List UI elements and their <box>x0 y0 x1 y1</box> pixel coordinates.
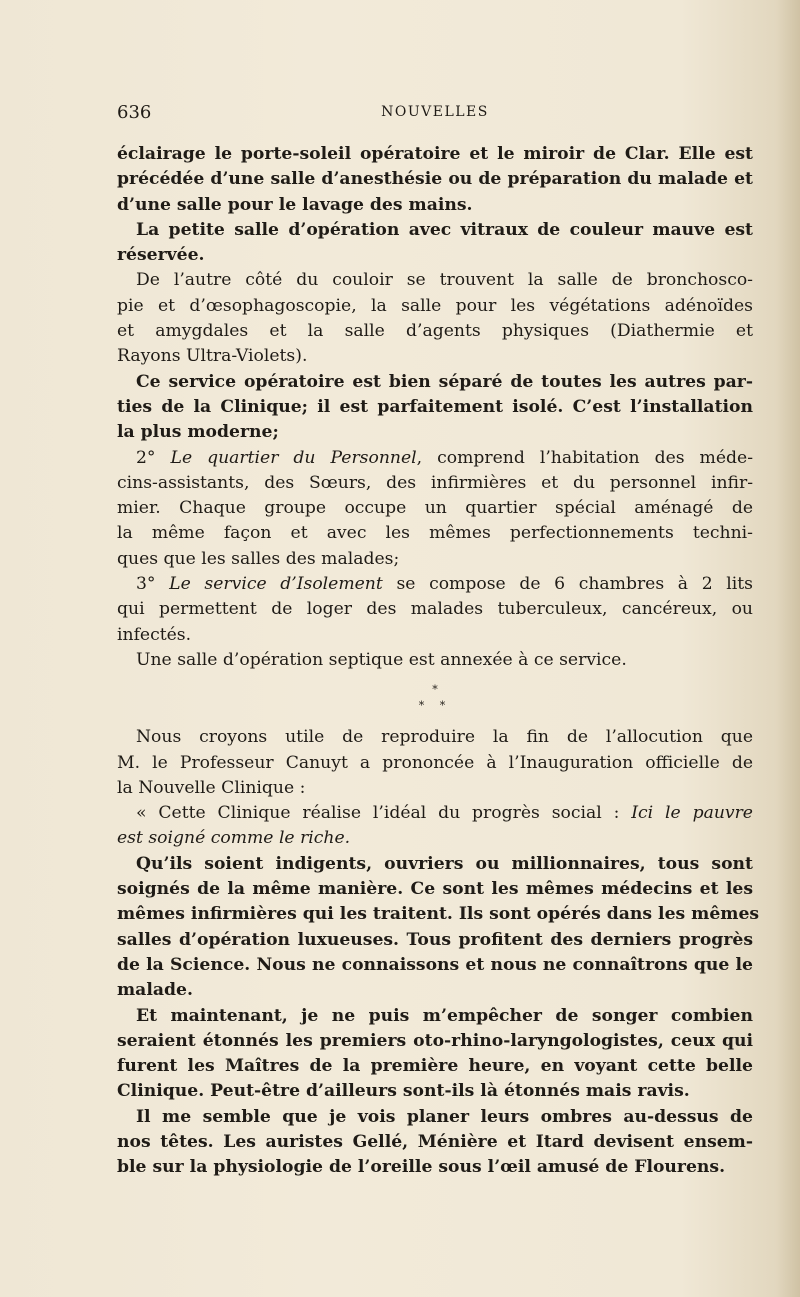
text-line: de la Science. Nous ne connaissons et nous ne connaîtrons que le <box>117 954 753 975</box>
text-line: Qu’ils soient indigents, ouvriers ou millionnaires, tous sont <box>136 853 753 874</box>
text-line: la Nouvelle Clinique : <box>117 777 306 798</box>
text-line: mier. Chaque groupe occupe un quartier spécial aménagé de <box>117 498 753 519</box>
text-line: Clinique. Peut-être d’ailleurs sont-ils là étonnés mais ravis. <box>117 1081 690 1102</box>
text-line: 3° Le service d’Isolement se compose de 6 chambres à 2 lits <box>136 574 753 595</box>
text-line: ties de la Clinique; il est parfaitement isolé. C’est l’installation <box>117 396 753 417</box>
text-line: nos têtes. Les auristes Gellé, Ménière et Itard devisent ensem- <box>117 1131 753 1152</box>
text-line: Nous croyons utile de reproduire la fin de l’allocution que <box>136 727 753 748</box>
divider-stars: * * <box>418 699 452 713</box>
text-line: éclairage le porte-soleil opératoire et le miroir de Clar. Elle est <box>117 144 753 164</box>
text-line: qui permettent de loger des malades tuberculeux, cancéreux, ou <box>117 599 753 620</box>
text-line: salles d’opération luxueuses. Tous profitent des derniers progrès <box>117 929 753 950</box>
text-line: Une salle d’opération septique est annexée à ce service. <box>136 649 627 670</box>
section-divider <box>117 673 753 725</box>
text-line: ble sur la physiologie de l’oreille sous l’œil amusé de Flourens. <box>117 1157 726 1178</box>
text-line: « Cette Clinique réalise l’idéal du progrès social : Ici le pauvre <box>136 803 753 824</box>
text-line: précédée d’une salle d’anesthésie ou de préparation du malade et <box>117 169 753 190</box>
body-text <box>117 142 760 1181</box>
text-line: la même façon et avec les mêmes perfectionnements techni- <box>117 523 753 544</box>
page-number: 636 <box>117 102 152 123</box>
text-line: M. le Professeur Canuyt a prononcée à l’Inauguration officielle de <box>117 752 753 773</box>
text-line: soignés de la même manière. Ce sont les mêmes médecins et les <box>117 879 753 900</box>
text-line: pie et d’œsophagoscopie, la salle pour les végétations adénoïdes <box>117 295 753 316</box>
text-line: malade. <box>117 980 193 1001</box>
divider-star: * <box>432 683 438 697</box>
text-line: Et maintenant, je ne puis m’empêcher de songer combien <box>136 1005 753 1026</box>
page-header <box>117 102 753 130</box>
text-line: réservée. <box>117 245 205 266</box>
text-line: furent les Maîtres de la première heure, en voyant cette belle <box>117 1056 753 1077</box>
italic-phrase: Le quartier du Personnel <box>170 447 417 468</box>
text-line: De l’autre côté du couloir se trouvent la salle de bronchosco- <box>136 270 753 291</box>
text-line: d’une salle pour le lavage des mains. <box>117 194 473 215</box>
text-line: 2° Le quartier du Personnel, comprend l’habitation des méde- <box>136 447 754 468</box>
text-line: La petite salle d’opération avec vitraux de couleur mauve est <box>136 219 753 240</box>
text-line: ques que les salles des malades; <box>117 548 400 569</box>
italic-phrase: Ici le pauvre <box>631 803 753 824</box>
running-title: NOUVELLES <box>381 104 489 120</box>
text-line: seraient étonnés les premiers oto-rhino-laryngologistes, ceux qui <box>117 1030 753 1051</box>
text-line: mêmes infirmières qui les traitent. Ils sont opérés dans les mêmes <box>117 904 760 925</box>
text-line: infectés. <box>117 624 192 645</box>
text-line: cins-assistants, des Sœurs, des infirmières et du personnel infir- <box>117 472 753 493</box>
text-line: et amygdales et la salle d’agents physiques (Diathermie et <box>117 321 753 342</box>
text-line: est soigné comme le riche. <box>117 828 351 849</box>
text-line: la plus moderne; <box>117 422 279 443</box>
italic-phrase: Le service d’Isolement <box>169 574 383 595</box>
text-line: Ce service opératoire est bien séparé de toutes les autres par- <box>136 371 753 392</box>
text-line: Il me semble que je vois planer leurs ombres au-dessus de <box>136 1106 753 1127</box>
text-line: Rayons Ultra-Violets). <box>117 346 308 367</box>
